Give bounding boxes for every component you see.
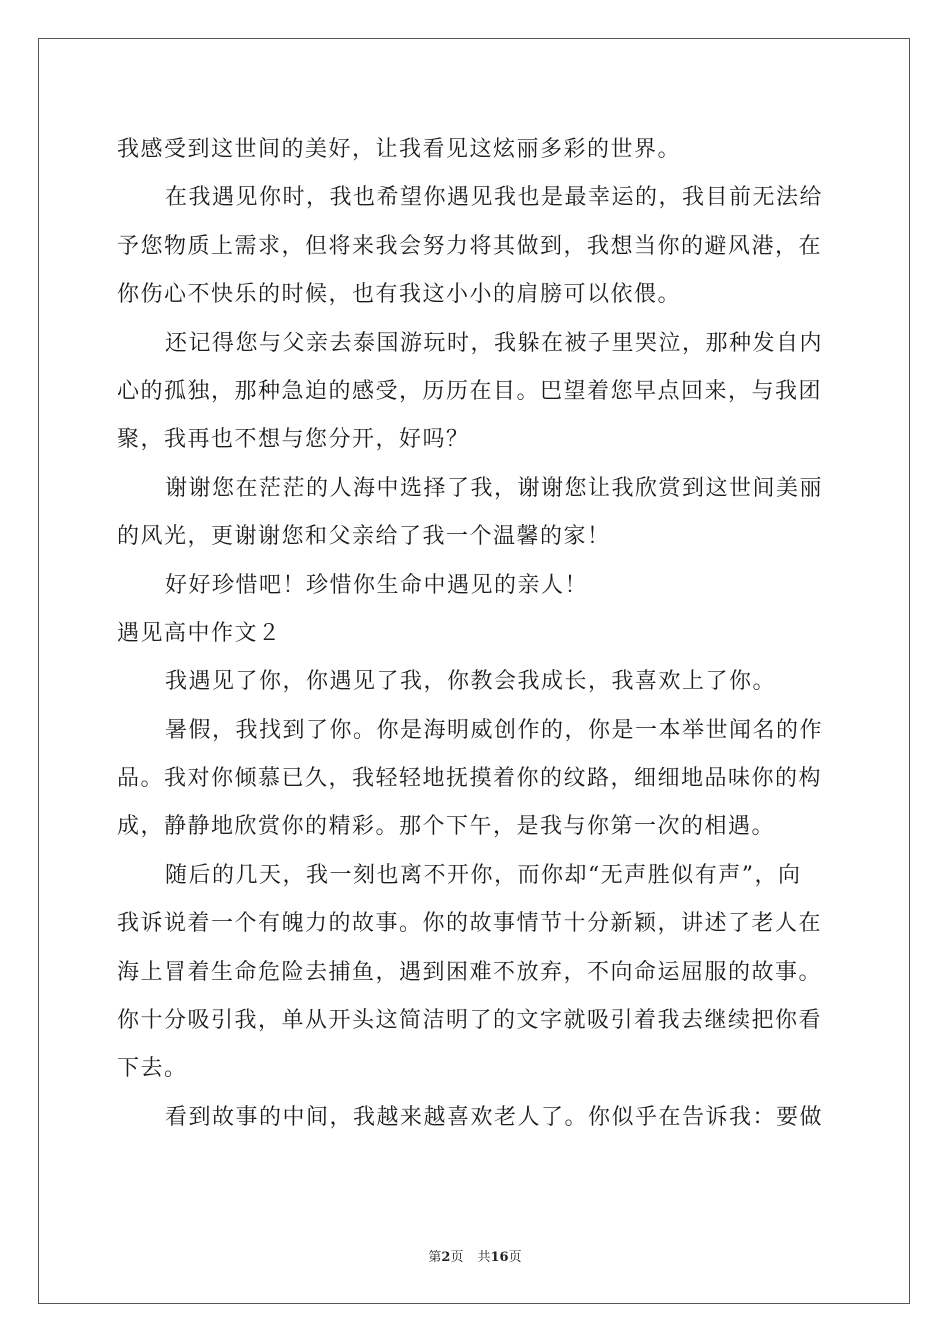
text-line: 聚，我再也不想与您分开，好吗？: [117, 427, 470, 453]
text-line: 看到故事的中间，我越来越喜欢老人了。你似乎在告诉我：要做: [165, 1104, 824, 1130]
section-heading: 遇见高中作文２: [117, 620, 282, 646]
text-line: 我感受到这世间的美好，让我看见这炫丽多彩的世界。: [117, 137, 682, 162]
text-line: 好好珍惜吧！珍惜你生命中遇见的亲人！: [165, 572, 589, 598]
text-line: 暑假，我找到了你。你是海明威创作的，你是一本举世闻名的作: [165, 717, 824, 743]
page-footer: [0, 1246, 950, 1265]
text-line: 成，静静地欣赏你的精彩。那个下午，是我与你第一次的相遇。: [117, 814, 776, 840]
text-line: 你伤心不快乐的时候，也有我这小小的肩膀可以依偎。: [117, 282, 682, 308]
text-line: 在我遇见你时，我也希望你遇见我也是最幸运的，我目前无法给: [165, 185, 824, 211]
text-line: 的风光，更谢谢您和父亲给了我一个温馨的家！: [117, 524, 611, 550]
page-prefix: 第: [428, 1250, 442, 1265]
text-line: 还记得您与父亲去泰国游玩时，我躲在被子里哭泣，那种发自内: [165, 330, 824, 356]
text-line: 予您物质上需求，但将来我会努力将其做到，我想当你的避风港，在: [117, 233, 823, 259]
text-line: 心的孤独，那种急迫的感受，历历在目。巴望着您早点回来，与我团: [117, 378, 823, 404]
text-line: 下去。: [117, 1056, 188, 1082]
page-number: 2: [441, 1250, 451, 1265]
text-line: 随后的几天，我一刻也离不开你，而你却“无声胜似有声”，向: [165, 862, 802, 888]
text-line: 我遇见了你，你遇见了我，你教会我成长，我喜欢上了你。: [165, 669, 777, 695]
text-line: 品。我对你倾慕已久，我轻轻地抚摸着你的纹路，细细地品味你的构: [117, 766, 823, 792]
total-unit: 页: [508, 1250, 522, 1265]
text-line: 海上冒着生命危险去捕鱼，遇到困难不放弃，不向命运屈服的故事。: [117, 959, 823, 985]
total-prefix: 共: [477, 1250, 491, 1265]
text-line: 谢谢您在茫茫的人海中选择了我，谢谢您让我欣赏到这世间美丽: [165, 475, 824, 501]
text-line: 我诉说着一个有魄力的故事。你的故事情节十分新颖，讲述了老人在: [117, 911, 823, 937]
document-body: [117, 126, 837, 1142]
text-line: 你十分吸引我，单从开头这简洁明了的文字就吸引着我去继续把你看: [117, 1008, 823, 1034]
page-unit: 页: [450, 1250, 464, 1265]
page-total: 16: [490, 1250, 509, 1265]
